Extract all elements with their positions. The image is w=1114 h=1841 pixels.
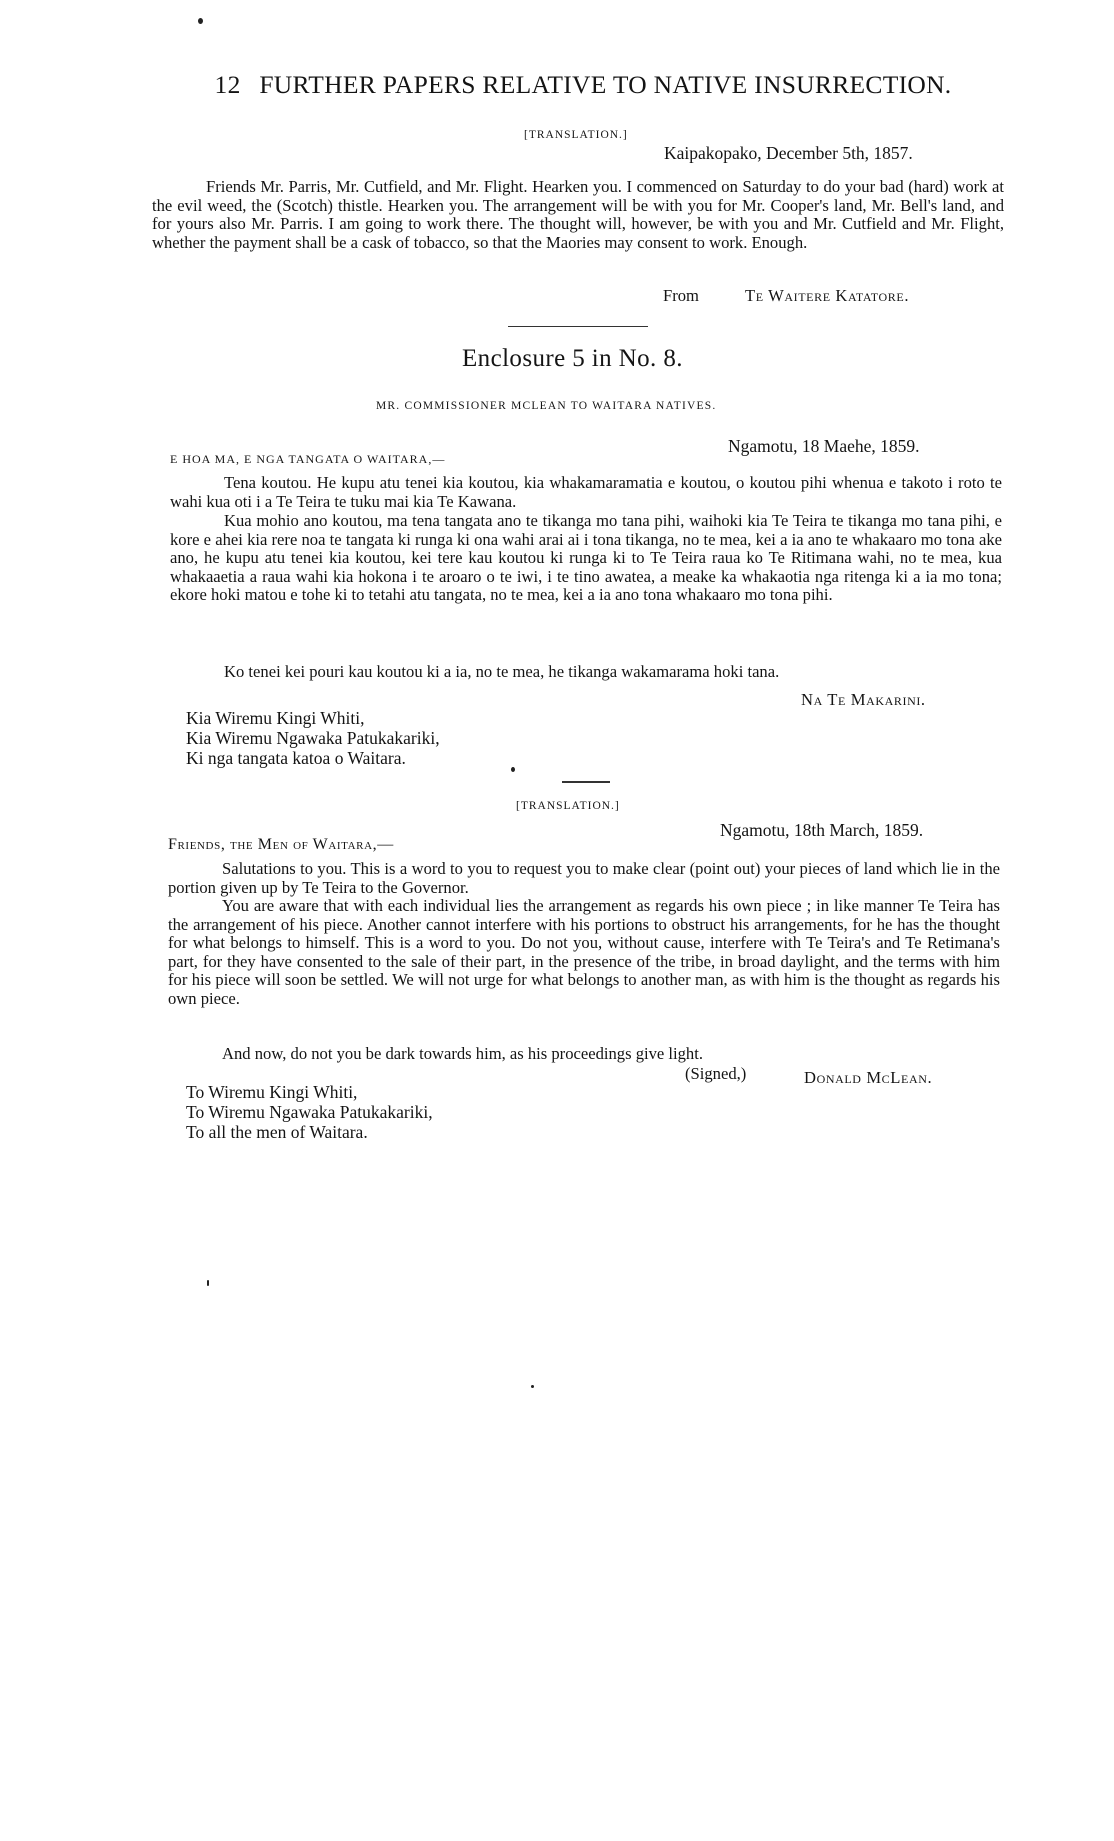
translation-label: [TRANSLATION.] <box>524 129 628 141</box>
addressee-line: To all the men of Waitara. <box>186 1122 368 1142</box>
maori-paragraph-3: Ko tenei kei pouri kau koutou ki a ia, no te mea, he tikanga wakamarama hoki tana. <box>224 662 780 681</box>
addressee-line: To Wiremu Kingi Whiti, <box>186 1082 358 1102</box>
translation-label: [TRANSLATION.] <box>516 800 620 812</box>
page-title: FURTHER PAPERS RELATIVE TO NATIVE INSURRECTION. <box>259 70 952 99</box>
addressee-line: Kia Wiremu Kingi Whiti, <box>186 708 365 728</box>
enclosure-title: Enclosure 5 in No. 8. <box>462 345 683 372</box>
signed-label: (Signed,) <box>685 1064 747 1083</box>
page-number: 12 <box>214 70 241 99</box>
english-paragraph-1: Salutations to you. This is a word to you to request you to make clear (point out) your pieces of land which lie in the portion given up by Te Teira to the Governor. <box>168 859 1000 897</box>
letter-1857-body: Friends Mr. Parris, Mr. Cutfield, and Mr. Flight. Hearken you. I commenced on Saturday to do your bad (hard) work at the evil weed, the (Scotch) thistle. Hearken you. The arrangement will be with you for Mr. Cooper's land, Mr. Bell's land, and for yours also Mr. Parris. I am going to work there. The thought will, however, be with you and Mr. Cutfield and Mr. Flight, whether the payment shall be a cask of tobacco, so that the Maories may consent to work. Enough. <box>152 177 1004 252</box>
from-label: From <box>663 286 699 305</box>
addressee-line: Kia Wiremu Ngawaka Patukakariki, <box>186 728 440 748</box>
signature-donald-mclean: Donald McLean. <box>804 1068 933 1087</box>
ink-speck <box>531 1385 534 1388</box>
addressee-line: To Wiremu Ngawaka Patukakariki, <box>186 1102 433 1122</box>
addressee-line: Ki nga tangata katoa o Waitara. <box>186 748 406 768</box>
ink-speck <box>207 1280 209 1286</box>
divider-short-rule <box>562 781 610 783</box>
english-paragraph-2: You are aware that with each individual lies the arrangement as regards his own piece ; in like manner Te Teira has the arrangement of his piece. Another cannot interfere with his portions to obstruct his arrangements, for he has the thought for what belongs to himself. This is a word to you. Do not you, without cause, interfere with Te Teira's and Te Retimana's part, for they have consented to the sale of their part, in the presence of the tribe, in broad daylight, and the terms with him for his piece will soon be settled. We will not urge for what belongs to another man, as with him is the thought as regards his own piece. <box>168 896 1000 1008</box>
maori-salutation: E HOA MA, E NGA TANGATA O WAITARA,— <box>170 452 446 466</box>
english-paragraph-3: And now, do not you be dark towards him, as his proceedings give light. <box>222 1044 703 1063</box>
signature-na-te-makarini: Na Te Makarini. <box>801 690 926 709</box>
dateline-ngamotu-march: Ngamotu, 18th March, 1859. <box>720 820 924 840</box>
english-addressees <box>186 1082 433 1142</box>
maori-addressees <box>186 708 440 768</box>
divider-rule <box>508 326 648 327</box>
maori-paragraph-2: Kua mohio ano koutou, ma tena tangata ano te tikanga mo tana pihi, waihoki kia Te Teira te tikanga mo tana pihi, e kore e ahei kia rere noa te tangata ki runga ki ona wahi arai ai i tona tikanga, no te mea, kei a ia ano te whakaaro mo tona ake ano, he kupu atu tenei kia koutou, kei tere kau koutou ki runga ki to Te Teira raua ko Te Ritimana wahi, no te mea, kua whakaaetia a raua wahi kia hokona i te aroaro o te iwi, i te tino awatea, a meake ka whakaotia nga ritenga ki a ia mo tona; ekore hoki matou e tohe ki to tetahi atu tangata, no te mea, kei a ia ano tona whakaaro mo tona pihi. <box>170 511 1002 605</box>
ink-speck <box>198 18 203 24</box>
dateline-ngamotu-maehe: Ngamotu, 18 Maehe, 1859. <box>728 436 920 456</box>
signature-te-waitere-katatore: Te Waitere Katatore. <box>745 286 910 305</box>
maori-paragraph-1: Tena koutou. He kupu atu tenei kia koutou, kia whakamaramatia e koutou, o koutou pihi whenua e takoto i roto te wahi kua oti i a Te Teira te tuku mai kia Te Kawana. <box>170 473 1002 511</box>
page-header <box>168 70 998 100</box>
english-salutation: Friends, the Men of Waitara,— <box>168 836 394 853</box>
dateline-kaipakopako: Kaipakopako, December 5th, 1857. <box>664 143 913 163</box>
ink-speck <box>511 767 515 772</box>
enclosure-subtitle: MR. COMMISSIONER MCLEAN TO WAITARA NATIVES. <box>376 400 717 412</box>
